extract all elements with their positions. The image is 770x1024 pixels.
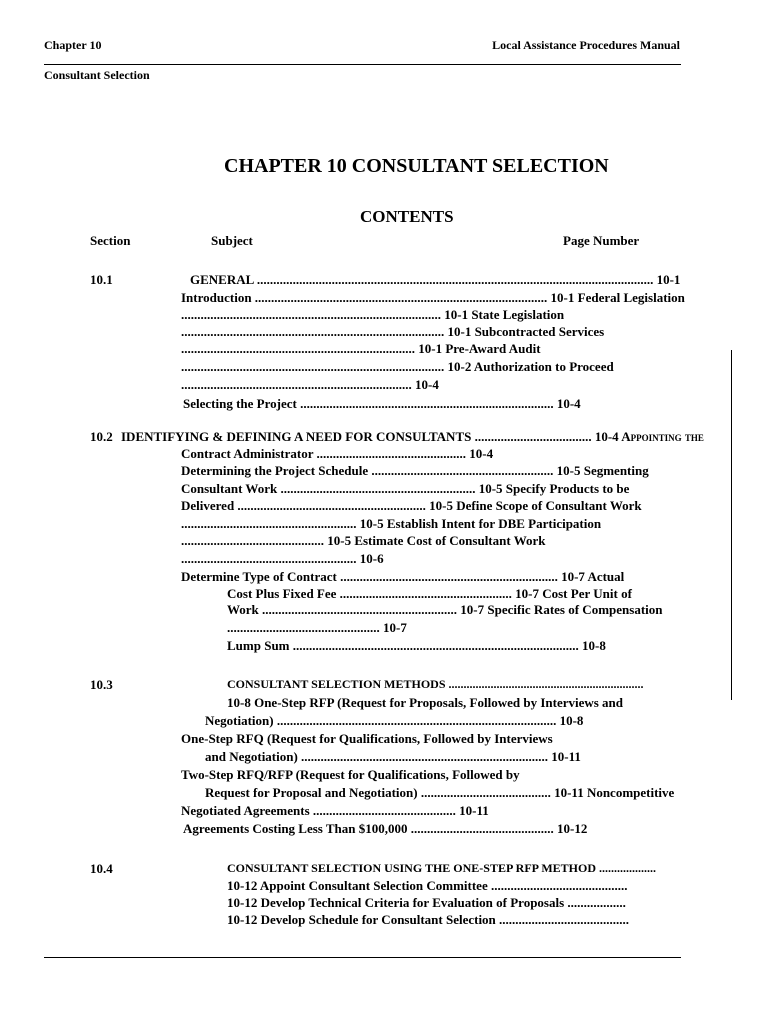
toc-line: Consultant Work ............................................................ 10-5 Specify Products to be	[181, 481, 630, 496]
toc-line: ............................................... 10-7	[227, 620, 407, 635]
toc-line: GENERAL .......................................................................................................................... 10-1	[190, 272, 681, 287]
toc-line: Lump Sum ........................................................................................ 10-8	[227, 638, 606, 653]
toc-line: 10-8 One-Step RFP (Request for Proposals, Followed by Interviews and	[227, 695, 624, 710]
toc-line: Introduction .......................................................................................... 10-1 Federal Legislation	[181, 290, 685, 305]
section-number: 10.4	[90, 861, 113, 876]
toc-line: ........................................................................ 10-1 Pre-Award Audit	[181, 341, 541, 356]
toc-line: 10-12 Develop Schedule for Consultant Selection ........................................	[227, 912, 630, 927]
toc-line: ....................................................................... 10-4	[181, 377, 439, 392]
toc-line: Request for Proposal and Negotiation) ........................................ 10-11 Noncompetitive	[205, 785, 675, 800]
toc-line: CONSULTANT SELECTION METHODS .................................................................	[227, 677, 644, 691]
toc-line: Work ............................................................ 10-7 Specific Rates of Compensation	[227, 602, 663, 617]
toc-line: ............................................ 10-5 Estimate Cost of Consultant Work	[181, 533, 546, 548]
margin-line	[731, 350, 732, 700]
toc-line: Negotiation) ...................................................................................... 10-8	[205, 713, 584, 728]
footer-rule	[44, 957, 681, 958]
section-number: 10.2	[90, 429, 113, 444]
column-page-number: Page Number	[563, 233, 640, 248]
toc-line: Negotiated Agreements ............................................ 10-11	[181, 803, 489, 818]
toc-line: IDENTIFYING & DEFINING A NEED FOR CONSULTANTS .................................... 10-4 Appointing the	[121, 429, 704, 444]
toc-line: Contract Administrator .............................................. 10-4	[181, 446, 494, 461]
toc-line: ................................................................................ 10-1 State Legislation	[181, 307, 565, 322]
toc-line: CONSULTANT SELECTION USING THE ONE-STEP RFP METHOD ...................	[227, 861, 656, 875]
section-number: 10.3	[90, 677, 113, 692]
column-subject: Subject	[211, 233, 253, 248]
section-number: 10.1	[90, 272, 113, 287]
toc-line: ...................................................... 10-5 Establish Intent for DBE Participation	[181, 516, 602, 531]
toc-line: ................................................................................. 10-2 Authorization to Proceed	[181, 359, 614, 374]
toc-line: Selecting the Project .............................................................................. 10-4	[183, 396, 581, 411]
toc-line: Agreements Costing Less Than $100,000 ............................................ 10-12	[183, 821, 588, 836]
toc-line: Determine Type of Contract ................................................................... 10-7 Actual	[181, 569, 625, 584]
toc-line: 10-12 Develop Technical Criteria for Evaluation of Proposals ..................	[227, 895, 626, 910]
header-chapter: Chapter 10	[44, 38, 102, 52]
toc-line: 10-12 Appoint Consultant Selection Committee ..........................................	[227, 878, 628, 893]
toc-line: Two-Step RFQ/RFP (Request for Qualifications, Followed by	[181, 767, 520, 782]
toc-line: One-Step RFQ (Request for Qualifications, Followed by Interviews	[181, 731, 553, 746]
header-rule	[44, 64, 681, 65]
chapter-title: CHAPTER 10 CONSULTANT SELECTION	[224, 155, 609, 177]
contents-title: CONTENTS	[360, 207, 454, 226]
toc-line: and Negotiation) ............................................................................ 10-11	[205, 749, 581, 764]
toc-line: Delivered .......................................................... 10-5 Define Scope of Consultant Work	[181, 498, 642, 513]
header-manual-title: Local Assistance Procedures Manual	[492, 38, 680, 52]
toc-line: ...................................................... 10-6	[181, 551, 384, 566]
toc-line: Cost Plus Fixed Fee ..................................................... 10-7 Cost Per Unit of	[227, 586, 632, 601]
column-section: Section	[90, 233, 131, 248]
header-section: Consultant Selection	[44, 68, 150, 82]
toc-line: ................................................................................. 10-1 Subcontracted Services	[181, 324, 605, 339]
toc-line: Determining the Project Schedule ........................................................ 10-5 Segmenting	[181, 463, 649, 478]
